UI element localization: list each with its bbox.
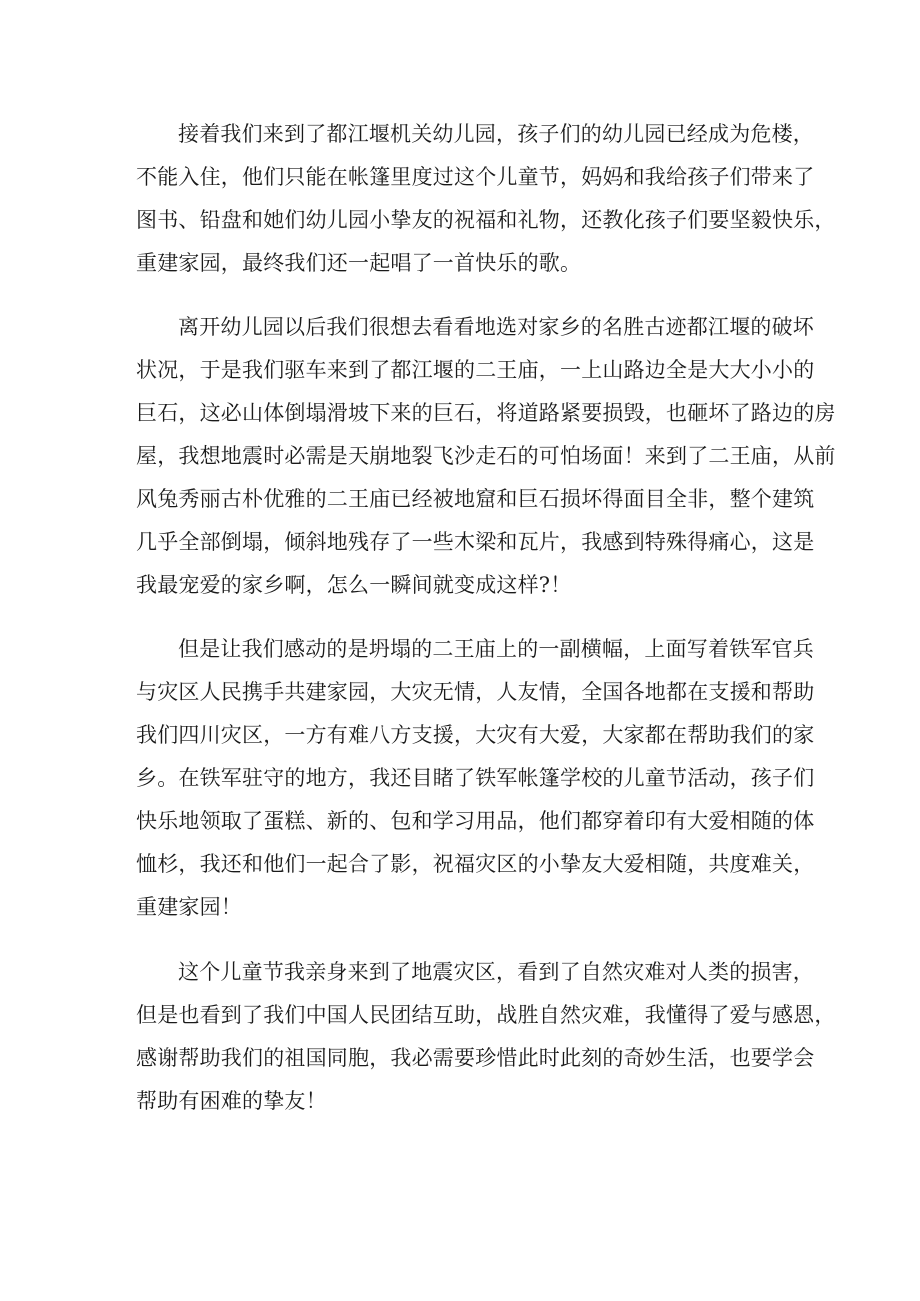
- text-line: 巨石，这必山体倒塌滑坡下来的巨石，将道路紧要损毁，也砸坏了路边的房: [136, 401, 836, 425]
- text-line: 屋，我想地震时必需是天崩地裂飞沙走石的可怕场面！来到了二王庙，从前: [136, 444, 836, 468]
- text-line: 恤杉，我还和他们一起合了影，祝福灾区的小挚友大爱相随，共度难关，: [136, 852, 815, 876]
- text-line: 图书、铅盘和她们幼儿园小挚友的祝福和礼物，还教化孩子们要坚毅快乐，: [136, 208, 836, 232]
- text-line: 但是也看到了我们中国人民团结互助，战胜自然灾难，我懂得了爱与感恩，: [136, 1003, 836, 1027]
- text-line: 接着我们来到了都江堰机关幼儿园，孩子们的幼儿园已经成为危楼，: [178, 122, 814, 146]
- text-line: 离开幼儿园以后我们很想去看看地选对家乡的名胜古迹都江堰的破坏: [178, 315, 814, 339]
- text-line: 乡。在铁军驻守的地方，我还目睹了铁军帐篷学校的儿童节活动，孩子们: [136, 766, 815, 790]
- text-line: 我最宠爱的家乡啊，怎么一瞬间就变成这样?！: [136, 573, 572, 597]
- text-line: 帮助有困难的挚友！: [136, 1089, 327, 1113]
- text-line: 感谢帮助我们的祖国同胞，我必需要珍惜此时此刻的奇妙生活，也要学会: [136, 1046, 815, 1070]
- text-line: 几乎全部倒塌，倾斜地残存了一些木梁和瓦片，我感到特殊得痛心，这是: [136, 530, 815, 554]
- text-line: 我们四川灾区，一方有难八方支援，大灾有大爱，大家都在帮助我们的家: [136, 723, 815, 747]
- text-line: 风兔秀丽古朴优雅的二王庙已经被地窟和巨石损坏得面目全非，整个建筑: [136, 487, 815, 511]
- text-line: 与灾区人民携手共建家园，大灾无情，人友情，全国各地都在支援和帮助: [136, 680, 815, 704]
- text-line: 这个儿童节我亲身来到了地震灾区，看到了自然灾难对人类的损害，: [178, 960, 814, 984]
- text-line: 重建家园！: [136, 895, 242, 919]
- text-line: 状况，于是我们驱车来到了都江堰的二王庙，一上山路边全是大大小小的: [136, 358, 815, 382]
- text-line: 不能入住，他们只能在帐篷里度过这个儿童节，妈妈和我给孩子们带来了: [136, 165, 815, 189]
- text-line: 快乐地领取了蛋糕、新的、包和学习用品，他们都穿着印有大爱相随的体: [136, 809, 815, 833]
- text-line: 重建家园，最终我们还一起唱了一首快乐的歌。: [136, 251, 582, 275]
- text-line: 但是让我们感动的是坍塌的二王庙上的一副横幅，上面写着铁军官兵: [178, 637, 814, 661]
